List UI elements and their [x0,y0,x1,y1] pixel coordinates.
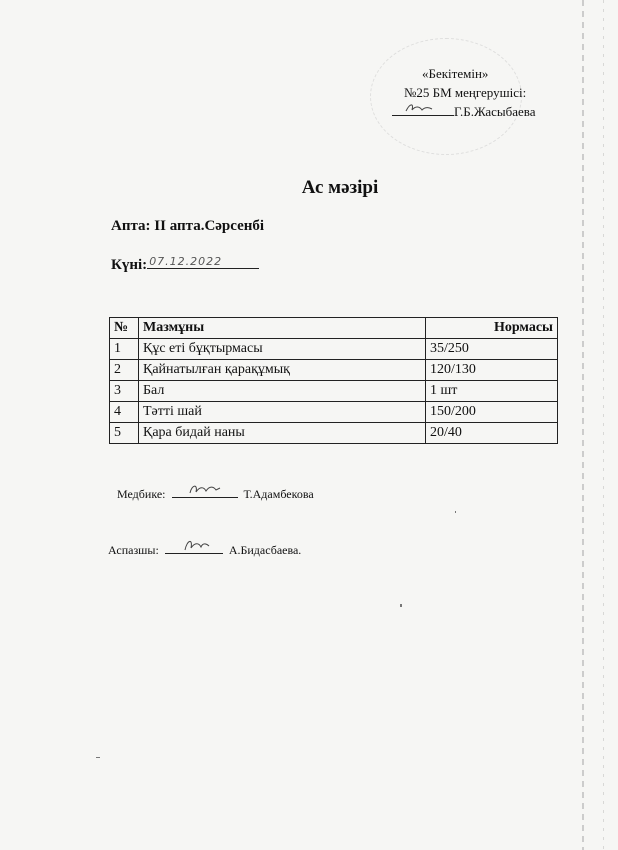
table-row [110,381,558,402]
cook-name: А.Бидасбаева. [228,543,302,557]
approval-signature-row [392,102,572,121]
scan-edge-artifact [582,0,584,850]
row-content: Құс еті бұқтырмасы [139,339,426,360]
header-num: № [110,318,139,339]
approval-label: «Бекітемін» [422,66,489,81]
row-norm: 35/250 [426,339,558,360]
date-handwritten: 07.12.2022 [149,255,223,268]
row-num: 3 [110,381,139,402]
date-line [147,254,259,269]
nurse-signature [172,484,238,498]
row-content: Бал [139,381,426,402]
scan-speck [96,757,100,758]
approval-name: Г.Б.Жасыбаева [454,104,536,119]
row-norm: 20/40 [426,423,558,444]
date-row [111,254,259,274]
row-norm: 150/200 [426,402,558,423]
week-label: Апта: II апта.Сәрсенбі [111,218,265,234]
row-content: Қара бидай наны [139,423,426,444]
signature-scribble-icon [165,536,223,554]
menu-table [109,317,558,444]
scan-speck [400,604,402,607]
header-content: Мазмұны [139,318,426,339]
table-row [110,423,558,444]
row-content: Қайнатылған қарақұмық [139,360,426,381]
table-row [110,339,558,360]
cook-signature-row [108,540,301,558]
nurse-name: Т.Адамбекова [243,487,314,501]
cook-label: Аспазшы: [108,543,159,557]
row-norm: 1 шт [426,381,558,402]
nurse-label: Медбике: [117,487,166,501]
table-row [110,402,558,423]
approval-signature [392,103,454,116]
date-label: Күні: [111,257,148,273]
scan-edge-artifact-2 [603,0,604,850]
row-num: 5 [110,423,139,444]
table-row [110,360,558,381]
row-num: 4 [110,402,139,423]
row-content: Тәтті шай [139,402,426,423]
scan-speck [455,511,456,513]
page-title: Ас мәзірі [301,177,379,198]
table-header-row [110,318,558,339]
row-norm: 120/130 [426,360,558,381]
row-num: 1 [110,339,139,360]
approval-block [392,64,572,121]
cook-signature [165,540,223,554]
nurse-signature-row [117,484,314,502]
signature-scribble-icon [172,481,238,497]
approval-position: №25 БМ меңгерушісі: [404,85,527,100]
row-num: 2 [110,360,139,381]
header-norm: Нормасы [426,318,558,339]
signature-scribble-icon [392,101,454,115]
